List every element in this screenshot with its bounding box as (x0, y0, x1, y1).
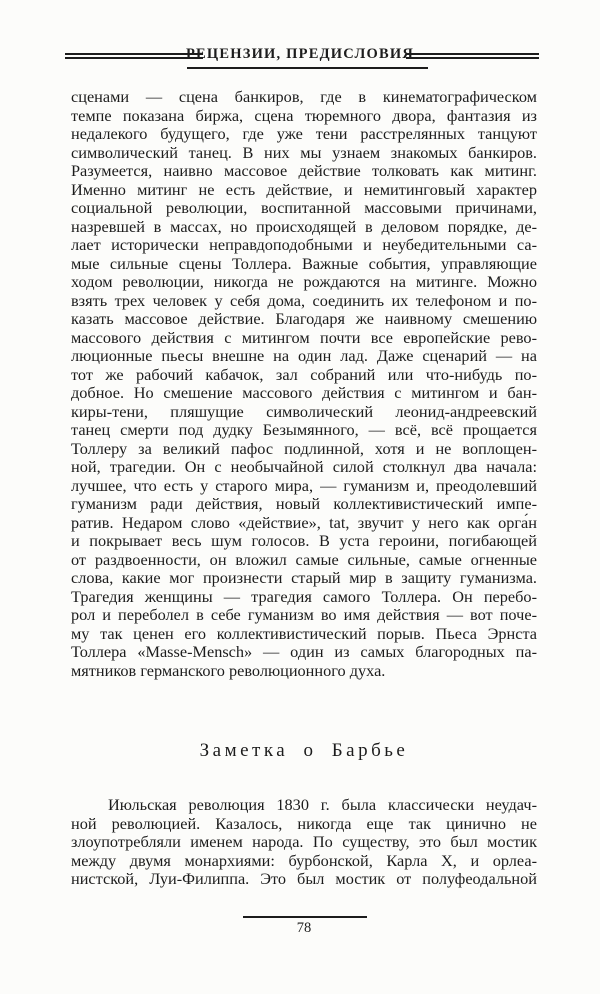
text-line: мые сильные сцены Толлера. Важные события, управляющие (71, 253, 537, 273)
page-number: 78 (296, 920, 312, 936)
text-line: лучшее, что есть у старого мира, — гуманизм и, преодолевший (71, 475, 537, 495)
text-line: лает исторически неправдоподобными и неубедительными са- (71, 235, 537, 254)
text-line: злоупотребляли именем народа. По существу, это был мостик (71, 832, 537, 851)
essay-heading: Заметка о Барбье (199, 740, 409, 761)
text-line: гуманизм ради действия, новый коллективистический импе- (71, 494, 537, 513)
text-line: люционные пьесы внешне на один лад. Даже сценарий — на (71, 346, 537, 365)
text-line: ной революцией. Казалось, никогда еще так цинично не (71, 813, 537, 833)
text-line: Трагедия женщины — трагедия самого Толлера. Он перебо- (71, 586, 537, 606)
text-line: ходом революции, никогда не рождаются на митинге. Можно (71, 272, 537, 291)
text-line: Июльская революция 1830 г. была классически неудач- (108, 795, 537, 814)
text-line: му так ценен его коллективистический порыв. Пьеса Эрнста (71, 623, 537, 643)
text-line: и покрывает весь шум голосов. В уста героини, погибающей (71, 531, 537, 550)
text-line: Толлера «Masse-Mensch» — один из самых благородных па- (71, 642, 537, 661)
toller-essay-paragraph (71, 88, 537, 680)
text-line: танец смерти под дудку Безымянного, — всё, всё прощается (71, 420, 537, 439)
text-line: казать массовое действие. Благодаря же наивному смешению (71, 309, 537, 328)
text-line: слова, какие мог произнести старый мир в защиту гуманизма. (71, 568, 537, 587)
text-line: мятников германского революционного духа. (71, 660, 386, 680)
running-header (0, 44, 600, 76)
text-line: взять трех человек у себя дома, соединить их телефоном и по- (71, 290, 537, 310)
text-line: ратив. Недаром слово «действие», tat, звучит у него как орга́н (71, 512, 537, 532)
text-line: ной, трагедии. Он с необычайной силой столкнул два начала: (71, 457, 537, 476)
footer-rule (243, 916, 367, 918)
text-line: темпе показана биржа, сцена тюремного двора, фантазия из (71, 105, 537, 125)
text-line: Разумеется, наивно массовое действие толковать как митинг. (71, 161, 537, 180)
text-line: недалекого будущего, где уже тени расстрелянных танцуют (71, 124, 537, 143)
text-line: социальной революции, воспитанной массовыми причинами, (71, 198, 537, 217)
text-line: Именно митинг не есть действие, и немитинговый характер (71, 179, 537, 199)
text-line: сценами — сцена банкиров, где в кинематографическом (71, 87, 537, 106)
text-line: добное. Но смешение массового действия с митингом и бан- (71, 383, 537, 402)
barbier-essay-paragraph (71, 796, 537, 889)
text-line: киры-тени, пляшущие символический леонид-андреевский (71, 401, 537, 421)
text-line: между двумя монархиями: бурбонской, Карла X, и орлеа- (71, 850, 537, 870)
running-title: РЕЦЕНЗИИ, ПРЕДИСЛОВИЯ (185, 46, 415, 62)
text-line: от раздвоенности, он вложил самые сильные, самые огненные (71, 549, 537, 569)
running-title-underline (187, 67, 428, 69)
text-line: Толлеру за великий пафос подлинной, хотя и не воплощен- (71, 438, 537, 458)
text-line: рол и переболел в себе гуманизм во имя действия — вот поче- (71, 605, 537, 624)
text-line: нистской, Луи-Филиппа. Это был мостик от полуфеодальной (71, 869, 537, 888)
text-line: назревшей в массах, но происходящей в деловом порядке, де- (71, 216, 537, 236)
text-line: массового действия с митингом почти все европейские рево- (71, 327, 537, 347)
text-line: символический танец. В них мы узнаем знакомых банкиров. (71, 142, 537, 162)
text-line: тот же рабочий кабачок, зал собраний или что-нибудь по- (71, 364, 537, 384)
double-rule-right (406, 53, 539, 59)
